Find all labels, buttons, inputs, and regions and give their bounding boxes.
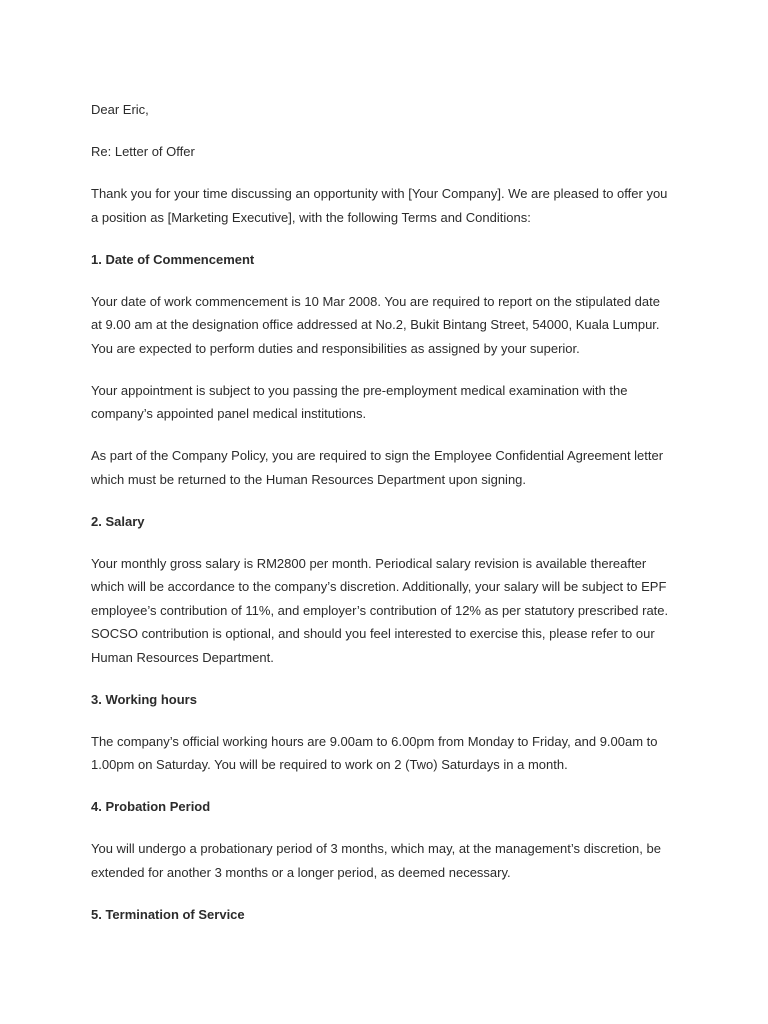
paragraph-line: at 9.00 am at the designation office addressed at No.2, Bukit Bintang Street, 54000, Kuala Lumpur. <box>91 317 660 332</box>
paragraph-line: extended for another 3 months or a longer period, as deemed necessary. <box>91 864 511 880</box>
salutation <box>91 98 691 122</box>
paragraph-line: 1.00pm on Saturday. You will be required to work on 2 (Two) Saturdays in a month. <box>91 757 568 772</box>
probation-paragraph <box>91 837 691 884</box>
paragraph-line: SOCSO contribution is optional, and should you feel interested to exercise this, please refer to our <box>91 626 655 641</box>
section-heading-probation-period: 4. Probation Period <box>91 799 211 814</box>
paragraph-line: which must be returned to the Human Resources Department upon signing. <box>91 471 527 487</box>
paragraph-line: The company’s official working hours are 9.00am to 6.00pm from Monday to Friday, and 9.00am to <box>91 733 658 749</box>
section-heading-salary: 2. Salary <box>91 513 145 529</box>
working-hours-paragraph <box>91 730 691 777</box>
paragraph-line: Your monthly gross salary is RM2800 per month. Periodical salary revision is available thereafter <box>91 555 647 571</box>
salary-paragraph <box>91 552 691 670</box>
medical-exam-paragraph <box>91 379 691 426</box>
paragraph-line: Thank you for your time discussing an opportunity with [Your Company]. We are pleased to offer you <box>91 186 668 201</box>
paragraph-line: which will be accordance to the company’s discretion. Additionally, your salary will be subject to EPF <box>91 579 667 594</box>
section-heading-working-hours: 3. Working hours <box>91 691 197 707</box>
paragraph-line: company’s appointed panel medical institutions. <box>91 406 367 421</box>
salutation-text: Dear Eric, <box>91 102 149 117</box>
intro-paragraph <box>91 182 691 229</box>
section-heading-termination-of-service: 5. Termination of Service <box>91 906 245 922</box>
paragraph-line: Your date of work commencement is 10 Mar 2008. You are required to report on the stipulated date <box>91 293 660 309</box>
subject-text: Re: Letter of Offer <box>91 144 195 159</box>
paragraph-line: a position as [Marketing Executive], with the following Terms and Conditions: <box>91 209 531 225</box>
paragraph-line: Human Resources Department. <box>91 649 274 665</box>
offer-letter <box>91 98 691 945</box>
paragraph-line: You are expected to perform duties and responsibilities as assigned by your superior. <box>91 340 580 356</box>
confidential-agreement-paragraph <box>91 444 691 491</box>
paragraph-line: employee’s contribution of 11%, and employer’s contribution of 12% as per statutory prescribed rate. <box>91 602 669 618</box>
subject-line <box>91 140 691 164</box>
commencement-paragraph <box>91 290 691 361</box>
paragraph-line: As part of the Company Policy, you are required to sign the Employee Confidential Agreement letter <box>91 448 664 463</box>
paragraph-line: Your appointment is subject to you passing the pre-employment medical examination with the <box>91 382 628 398</box>
paragraph-line: You will undergo a probationary period of 3 months, which may, at the management’s discretion, be <box>91 841 661 856</box>
section-heading-date-of-commencement: 1. Date of Commencement <box>91 251 255 267</box>
